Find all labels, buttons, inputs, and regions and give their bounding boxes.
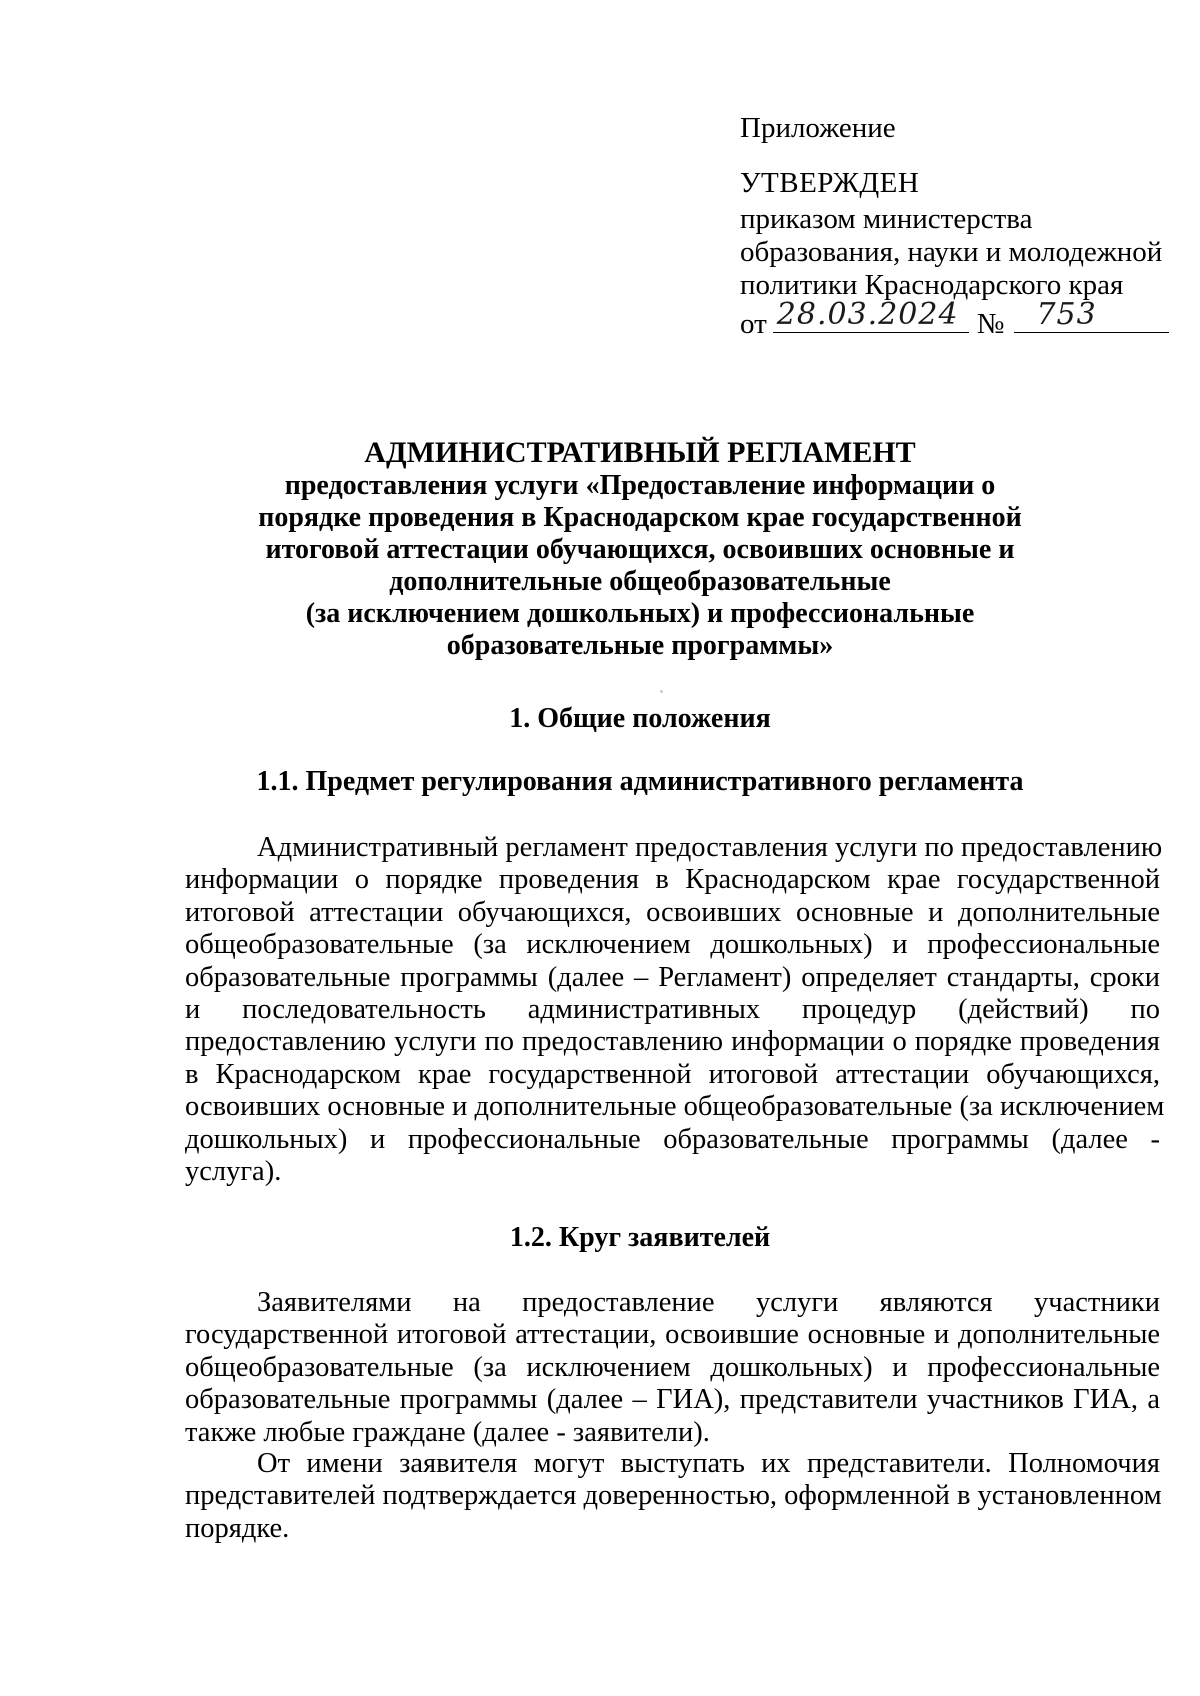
paragraph-line: услуга). xyxy=(185,1156,282,1188)
paragraph-line: представителей подтверждается доверенностью, оформленной в установленном xyxy=(185,1480,1162,1512)
handwritten-number: 753 xyxy=(1036,297,1097,332)
section-heading-general: 1. Общие положения xyxy=(509,703,771,734)
approved-stamp-text: УТВЕРЖДЕН xyxy=(740,167,920,199)
approval-line: политики Краснодарского края xyxy=(740,269,1124,301)
paragraph-line: также любые граждане (далее - заявители). xyxy=(185,1416,710,1448)
paragraph-line: Административный регламент предоставления услуги по предоставлению xyxy=(257,832,1163,863)
number-field xyxy=(1014,297,1169,333)
appendix-label: Приложение xyxy=(740,112,896,144)
paragraph-line: порядке. xyxy=(185,1512,290,1544)
title-line: итоговой аттестации обучающихся, освоивших основные и xyxy=(265,534,1015,565)
approval-block xyxy=(740,112,1180,341)
from-prefix: от xyxy=(740,308,767,340)
approval-line: образования, науки и молодежной xyxy=(740,236,1163,268)
approval-line: приказом министерства xyxy=(740,203,1033,235)
document-title xyxy=(150,436,1130,662)
date-field xyxy=(773,297,969,333)
title-line: предоставления услуги «Предоставление информации о xyxy=(284,470,996,501)
title-line: дополнительные общеобразовательные xyxy=(389,566,891,597)
paragraph-subject xyxy=(185,832,1165,1188)
scan-speck xyxy=(660,690,663,693)
paragraph-line: общеобразовательные (за исключением дошкольных) и профессиональные xyxy=(185,1351,1160,1383)
paragraph-line: От имени заявителя могут выступать их представители. Полномочия xyxy=(257,1448,1160,1479)
section-heading-applicants: 1.2. Круг заявителей xyxy=(509,1222,771,1253)
paragraph-applicants xyxy=(185,1287,1160,1449)
title-line: порядке проведения в Краснодарском крае государственной xyxy=(258,502,1022,533)
paragraph-line: образовательные программы (далее – ГИА), представители участников ГИА, а xyxy=(185,1384,1160,1416)
paragraph-line: общеобразовательные (за исключением дошкольных) и профессиональные xyxy=(185,929,1160,961)
paragraph-line: дошкольных) и профессиональные образовательные программы (далее - xyxy=(185,1123,1160,1155)
paragraph-line: образовательные программы (далее – Регламент) определяет стандарты, сроки xyxy=(185,961,1160,993)
handwritten-date: 28.03.2024 xyxy=(776,297,959,332)
paragraph-line: в Краснодарском крае государственной итоговой аттестации обучающихся, xyxy=(185,1058,1160,1090)
paragraph-line: предоставлению услуги по предоставлению информации о порядке проведения xyxy=(185,1026,1160,1058)
number-sign: № xyxy=(976,308,1005,340)
paragraph-line: и последовательность административных процедур (действий) по xyxy=(185,994,1160,1026)
section-heading-subject: 1.1. Предмет регулирования административного регламента xyxy=(256,766,1024,797)
order-date-number-line xyxy=(740,297,1180,341)
paragraph-line: освоивших основные и дополнительные общеобразовательные (за исключением xyxy=(185,1091,1165,1123)
title-line: (за исключением дошкольных) и профессиональные xyxy=(305,598,975,629)
title-line: образовательные программы» xyxy=(446,630,834,661)
paragraph-line: государственной итоговой аттестации, освоившие основные и дополнительные xyxy=(185,1319,1160,1351)
title-main: АДМИНИСТРАТИВНЫЙ РЕГЛАМЕНТ xyxy=(364,436,916,469)
paragraph-line: итоговой аттестации обучающихся, освоивших основные и дополнительные xyxy=(185,896,1160,928)
paragraph-line: Заявителями на предоставление услуги являются участники xyxy=(257,1287,1160,1318)
paragraph-line: информации о порядке проведения в Краснодарском крае государственной xyxy=(185,864,1160,896)
paragraph-representatives xyxy=(185,1448,1160,1545)
